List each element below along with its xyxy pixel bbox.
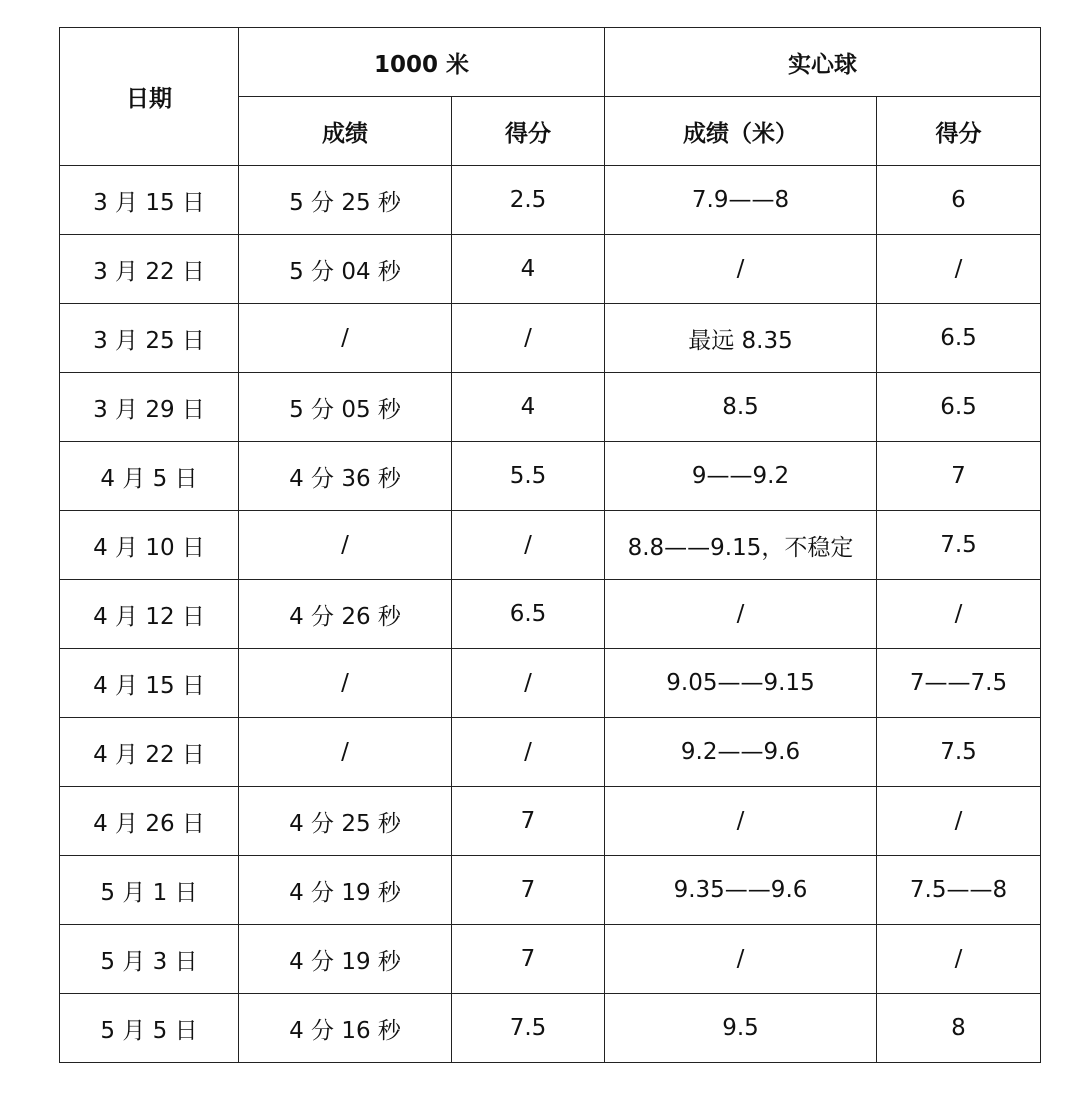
run-score-cell: 7 [452,925,605,994]
date-cell: 5 月 3 日 [60,925,239,994]
run-score-cell: 7 [452,787,605,856]
ball-result-cell: 9——9.2 [605,442,877,511]
table-row [60,166,1041,235]
run-result-cell: 5 分 05 秒 [239,373,452,442]
header-ball-score: 得分 [877,97,1041,166]
date-cell: 4 月 12 日 [60,580,239,649]
ball-score-cell: 6 [877,166,1041,235]
date-cell: 3 月 15 日 [60,166,239,235]
ball-result-cell: 9.5 [605,994,877,1063]
run-score-cell: 7 [452,856,605,925]
run-result-cell: 4 分 16 秒 [239,994,452,1063]
ball-result-cell: / [605,787,877,856]
table-row [60,373,1041,442]
ball-score-cell: 7.5 [877,511,1041,580]
date-cell: 5 月 1 日 [60,856,239,925]
table-row [60,787,1041,856]
date-cell: 4 月 26 日 [60,787,239,856]
header-run-result: 成绩 [239,97,452,166]
table-row [60,511,1041,580]
date-cell: 3 月 25 日 [60,304,239,373]
header-row-groups [60,28,1041,97]
ball-result-cell: 9.35——9.6 [605,856,877,925]
date-cell: 4 月 10 日 [60,511,239,580]
run-score-cell: 4 [452,373,605,442]
run-score-cell: 4 [452,235,605,304]
ball-score-cell: / [877,580,1041,649]
date-cell: 4 月 5 日 [60,442,239,511]
ball-score-cell: 7 [877,442,1041,511]
ball-result-cell: 9.05——9.15 [605,649,877,718]
run-result-cell: / [239,304,452,373]
run-result-cell: 5 分 25 秒 [239,166,452,235]
ball-result-cell: / [605,580,877,649]
ball-result-cell: / [605,235,877,304]
header-run-score: 得分 [452,97,605,166]
ball-score-cell: / [877,235,1041,304]
ball-result-cell: 最远 8.35 [605,304,877,373]
date-cell: 5 月 5 日 [60,994,239,1063]
score-table [59,27,1041,1063]
table-row [60,925,1041,994]
run-score-cell: 5.5 [452,442,605,511]
ball-result-cell: 7.9——8 [605,166,877,235]
date-cell: 3 月 22 日 [60,235,239,304]
run-result-cell: 4 分 36 秒 [239,442,452,511]
ball-result-cell: 8.8——9.15，不稳定 [605,511,877,580]
table-row [60,856,1041,925]
table-row [60,304,1041,373]
run-result-cell: 4 分 25 秒 [239,787,452,856]
ball-result-cell: / [605,925,877,994]
table-body [60,28,1041,1063]
ball-score-cell: 6.5 [877,304,1041,373]
date-cell: 4 月 22 日 [60,718,239,787]
run-score-cell: / [452,304,605,373]
run-score-cell: / [452,511,605,580]
run-result-cell: / [239,511,452,580]
ball-score-cell: 8 [877,994,1041,1063]
ball-score-cell: 6.5 [877,373,1041,442]
run-score-cell: 7.5 [452,994,605,1063]
run-score-cell: 6.5 [452,580,605,649]
table-row [60,718,1041,787]
run-score-cell: / [452,649,605,718]
ball-result-cell: 8.5 [605,373,877,442]
run-score-cell: 2.5 [452,166,605,235]
ball-score-cell: 7.5 [877,718,1041,787]
run-result-cell: 5 分 04 秒 [239,235,452,304]
header-shot-ball: 实心球 [605,28,1041,97]
ball-score-cell: 7.5——8 [877,856,1041,925]
header-1000m: 1000 米 [239,28,605,97]
header-ball-result: 成绩（米） [605,97,877,166]
table-row [60,994,1041,1063]
ball-score-cell: / [877,925,1041,994]
table-row [60,649,1041,718]
table-row [60,235,1041,304]
run-score-cell: / [452,718,605,787]
date-cell: 4 月 15 日 [60,649,239,718]
run-result-cell: / [239,718,452,787]
date-cell: 3 月 29 日 [60,373,239,442]
ball-score-cell: / [877,787,1041,856]
table-row [60,580,1041,649]
ball-result-cell: 9.2——9.6 [605,718,877,787]
header-date: 日期 [60,28,239,166]
run-result-cell: 4 分 26 秒 [239,580,452,649]
run-result-cell: 4 分 19 秒 [239,856,452,925]
table-row [60,442,1041,511]
ball-score-cell: 7——7.5 [877,649,1041,718]
run-result-cell: 4 分 19 秒 [239,925,452,994]
run-result-cell: / [239,649,452,718]
